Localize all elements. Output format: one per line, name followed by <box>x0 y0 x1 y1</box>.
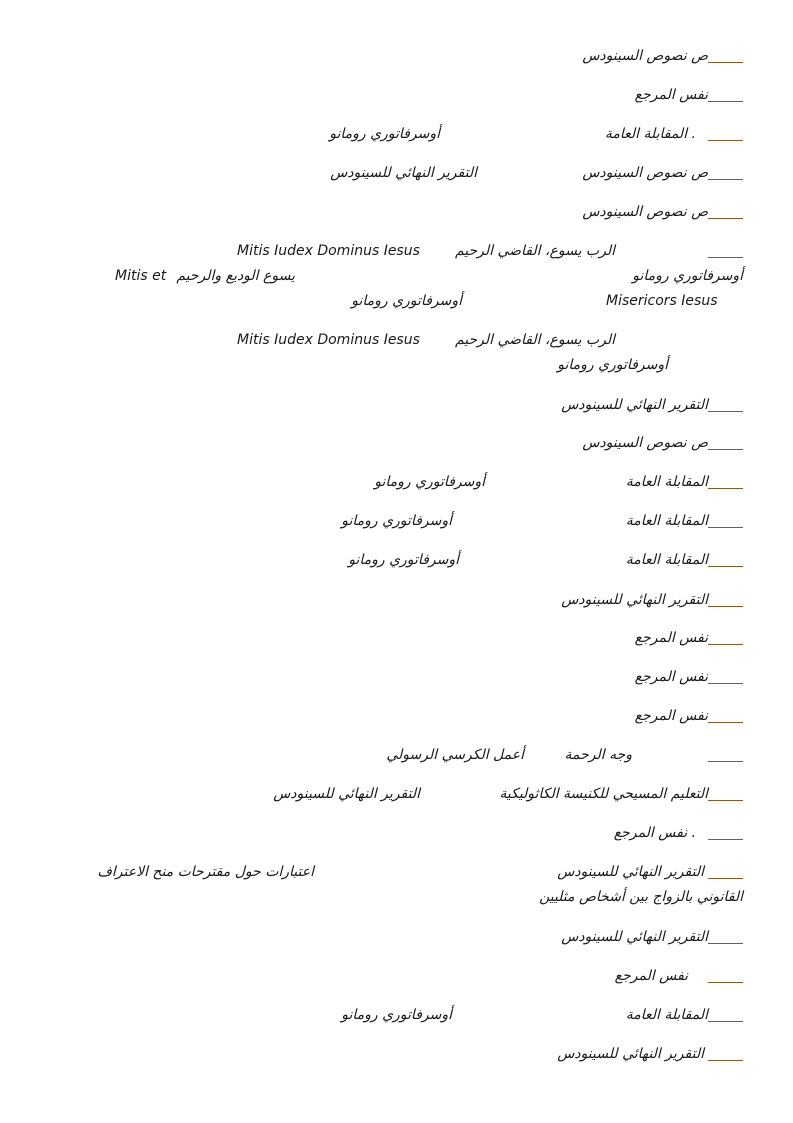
footnote-text: المقابلة العامة <box>625 1007 708 1023</box>
footnote-text: يسوع الوديع والرحيم <box>176 268 295 284</box>
footnote-marker <box>708 982 743 983</box>
footnote-marker <box>708 943 743 944</box>
footnote-text: ص نصوص السينودس <box>582 48 708 64</box>
footnote-text: . المقابلة العامة <box>604 126 696 142</box>
footnote-text: وجه الرحمة <box>564 747 632 763</box>
footnote-text: التقرير النهائي للسينودس <box>561 929 708 945</box>
footnote-marker <box>708 839 743 840</box>
footnote-text: Mitis Iudex Dominus Iesus <box>237 332 420 348</box>
footnote-marker <box>708 878 743 879</box>
footnote-marker <box>708 488 743 489</box>
footnote-marker <box>708 761 743 762</box>
footnote-marker <box>708 1021 743 1022</box>
footnote-marker <box>708 566 743 567</box>
footnote-text: القانوني بالزواج بين أشخاص مثليين <box>539 889 743 905</box>
footnote-text: نفس المرجع <box>634 630 708 646</box>
footnote-text: Mitis et <box>115 268 167 284</box>
footnote-text: نفس المرجع <box>614 968 688 984</box>
footnote-text: الرب يسوع، القاضي الرحيم <box>454 243 615 259</box>
footnote-text: أوسرفاتوري رومانو <box>341 1007 452 1023</box>
footnote-text: أعمل الكرسي الرسولي <box>386 747 524 763</box>
footnote-text: اعتبارات حول مقترحات منح الاعتراف <box>97 864 314 880</box>
footnote-marker <box>708 722 743 723</box>
footnote-text: أوسرفاتوري رومانو <box>351 293 462 309</box>
footnote-text: المقابلة العامة <box>625 474 708 490</box>
footnote-text: أوسرفاتوري رومانو <box>329 126 440 142</box>
footnote-text: أوسرفاتوري رومانو <box>374 474 485 490</box>
footnote-text: أوسرفاتوري رومانو <box>341 513 452 529</box>
footnote-text: التقرير النهائي للسينودس <box>273 786 420 802</box>
footnote-text: التقرير النهائي للسينودس <box>330 165 477 181</box>
footnote-marker <box>708 606 743 607</box>
footnote-marker <box>708 527 743 528</box>
footnote-marker <box>708 683 743 684</box>
footnote-text: الرب يسوع، القاضي الرحيم <box>454 332 615 348</box>
footnote-marker <box>708 1060 743 1061</box>
footnote-marker <box>708 800 743 801</box>
footnote-text: التقرير النهائي للسينودس <box>557 864 704 880</box>
footnote-marker <box>708 179 743 180</box>
footnote-text: ص نصوص السينودس <box>582 204 708 220</box>
footnote-text: ص نصوص السينودس <box>582 165 708 181</box>
footnote-marker <box>708 411 743 412</box>
footnote-text: أوسرفاتوري رومانو <box>557 357 668 373</box>
footnote-marker <box>708 218 743 219</box>
footnote-text: المقابلة العامة <box>625 513 708 529</box>
footnote-marker <box>708 140 743 141</box>
footnote-text: أوسرفاتوري رومانو <box>348 552 459 568</box>
footnote-marker <box>708 644 743 645</box>
footnote-marker <box>708 449 743 450</box>
footnote-text: التقرير النهائي للسينودس <box>557 1046 704 1062</box>
footnote-text: ص نصوص السينودس <box>582 435 708 451</box>
footnote-text: أوسرفاتوري رومانو <box>632 268 743 284</box>
footnote-text: التقرير النهائي للسينودس <box>561 592 708 608</box>
footnote-marker <box>708 62 743 63</box>
footnote-text: المقابلة العامة <box>625 552 708 568</box>
footnote-text: Mitis Iudex Dominus Iesus <box>237 243 420 259</box>
footnote-text: Misericors Iesus <box>606 293 718 309</box>
footnote-text: التقرير النهائي للسينودس <box>561 397 708 413</box>
footnote-text: نفس المرجع <box>634 708 708 724</box>
footnote-text: التعليم المسيحي للكنيسة الكاثوليكية <box>499 786 708 802</box>
footnote-marker <box>708 101 743 102</box>
footnote-text: . نفس المرجع <box>613 825 696 841</box>
footnote-text: نفس المرجع <box>634 87 708 103</box>
footnote-text: نفس المرجع <box>634 669 708 685</box>
footnote-marker <box>708 257 743 258</box>
